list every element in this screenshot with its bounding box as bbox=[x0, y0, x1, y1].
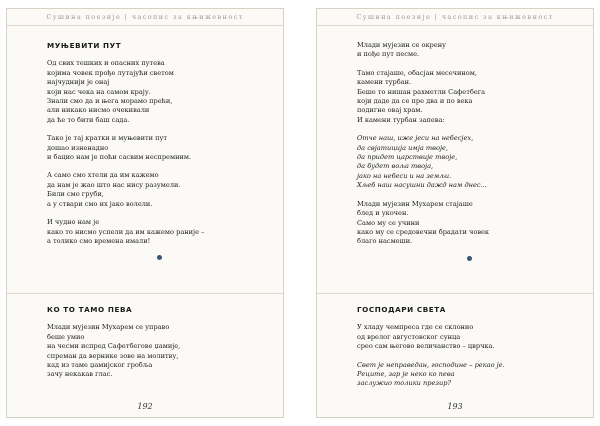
verse-line: спреман да вернике зове на молитву, bbox=[47, 351, 179, 360]
verse-line: Знали смо да и њега морамо прећи, bbox=[47, 97, 173, 106]
verse-line: Били смо груби, bbox=[47, 190, 104, 199]
poem-stanzas bbox=[47, 59, 271, 246]
section-ornament-dot bbox=[467, 256, 472, 261]
poem-muњевити-put bbox=[47, 41, 271, 260]
page-number: 192 bbox=[137, 402, 153, 411]
verse-line: и бацио нам је поћи сасвим неспремним. bbox=[47, 153, 192, 162]
verse-line: подигне овај храм. bbox=[357, 106, 423, 115]
verse-line: заслужио толики презир? bbox=[357, 379, 451, 388]
poem-stanzas bbox=[357, 323, 581, 351]
verse-line: а толико смо времена имали! bbox=[47, 236, 151, 245]
verse-line: Беше то нишан рахметли Сафетбега bbox=[357, 87, 486, 96]
section-divider bbox=[7, 293, 283, 294]
section-divider bbox=[317, 293, 593, 294]
section-ornament-dot bbox=[157, 255, 162, 260]
italic-stanza bbox=[357, 361, 581, 389]
verse-line: најчуднији је онај bbox=[47, 78, 110, 87]
stanza bbox=[47, 59, 271, 125]
verse-line: како то нисмо успели да им кажемо раније – bbox=[47, 227, 205, 236]
verse-line: јако на небеси и на земљи. bbox=[357, 171, 452, 180]
poem-gospodari-sveta bbox=[357, 305, 581, 398]
stanza bbox=[357, 69, 581, 125]
verse-line: Млади мујезин Мухарем стајаше bbox=[357, 199, 473, 208]
verse-line: И камени турбан запева: bbox=[357, 115, 445, 124]
stanza bbox=[47, 171, 271, 209]
verse-line: Отче наш, иже јеси на небесјех, bbox=[357, 134, 474, 143]
verse-line: да свјатиција имја твоје, bbox=[357, 143, 449, 152]
verse-line: да нам је жао што нас нису разумели. bbox=[47, 180, 181, 189]
verse-line: беше умио bbox=[47, 332, 85, 341]
stanza bbox=[357, 41, 581, 60]
verse-line: али никако нисмо очекивали bbox=[47, 106, 150, 115]
poem-stanzas-after bbox=[357, 200, 581, 247]
poem-title: КО ТО ТАМО ПЕВА bbox=[47, 305, 133, 314]
verse-line: Од свих тешких и опасних путева bbox=[47, 59, 165, 68]
verse-line: кад из таме џамијског гробља bbox=[47, 361, 153, 370]
verse-line: блед и укочен. bbox=[357, 209, 409, 218]
header-rule bbox=[317, 25, 593, 26]
verse-line: Свет је неправедан, господине – рекао је. bbox=[357, 360, 505, 369]
poem-stanzas bbox=[357, 41, 581, 125]
verse-line: Млади мујезин се окрену bbox=[357, 41, 447, 49]
running-head: Сушина поезије | часопис за књижевност bbox=[46, 13, 244, 21]
verse-line: који нас чека на самом крају. bbox=[47, 87, 151, 96]
running-head: Сушина поезије | часопис за књижевност bbox=[356, 13, 554, 21]
left-page bbox=[6, 8, 284, 418]
verse-line: који даде да се пре два и по века bbox=[357, 97, 473, 106]
verse-line: дошао изненадно bbox=[47, 143, 109, 152]
verse-line: да будет воља твоја, bbox=[357, 162, 434, 171]
verse-line: како му се средовечни брадати човек bbox=[357, 227, 490, 236]
verse-line: Само му се учини bbox=[357, 218, 420, 227]
stanza bbox=[47, 134, 271, 162]
right-page bbox=[316, 8, 594, 418]
verse-line: И чудно нам је bbox=[47, 218, 100, 227]
verse-line: на чесми испред Сафетбегове џамије, bbox=[47, 342, 181, 351]
verse-line: којима човек прође лутајући светом bbox=[47, 68, 174, 77]
verse-line: од врелог августовског сунца bbox=[357, 332, 461, 341]
verse-line: Млади мујезин Мухарем се управо bbox=[47, 323, 170, 332]
verse-line: Реците, зар је неко ко пева bbox=[357, 370, 455, 379]
poem-stanzas bbox=[47, 323, 271, 379]
verse-line: камени турбан. bbox=[357, 78, 412, 87]
header-rule bbox=[7, 25, 283, 26]
poem-title: ГОСПОДАРИ СВЕТА bbox=[357, 305, 446, 314]
verse-line: зачу некакав глас. bbox=[47, 370, 113, 379]
italic-stanza bbox=[357, 361, 581, 389]
verse-line: Тамо стајаше, обасјан месечином, bbox=[357, 68, 477, 77]
stanza bbox=[357, 200, 581, 247]
stanza bbox=[357, 323, 581, 351]
verse-line: благо насмеши. bbox=[357, 237, 413, 246]
verse-line: и пође пут песме. bbox=[357, 50, 420, 59]
verse-line: Тако је тај кратки и муњевити пут bbox=[47, 134, 168, 143]
poem-ko-to-tamo-peva bbox=[47, 305, 271, 389]
verse-line: да ће то бити баш сада. bbox=[47, 115, 130, 124]
stanza bbox=[47, 218, 271, 246]
page-number: 193 bbox=[447, 402, 463, 411]
italic-stanza bbox=[357, 134, 581, 190]
verse-line: а у ствари смо их јако волели. bbox=[47, 199, 153, 208]
verse-line: срео сам његово величанство – цврчка. bbox=[357, 342, 495, 351]
poem-title: МУЊЕВИТИ ПУТ bbox=[47, 41, 122, 50]
poem-continuation bbox=[357, 41, 581, 261]
verse-line: Хљеб наш насушни дажд нам днес... bbox=[357, 181, 487, 190]
stanza bbox=[47, 323, 271, 379]
prayer-italic-stanza bbox=[357, 134, 581, 190]
verse-line: да придет царствије твоје, bbox=[357, 153, 458, 162]
verse-line: У хладу чемпреса где се склонио bbox=[357, 323, 474, 332]
verse-line: А само смо хтели да им кажемо bbox=[47, 171, 159, 180]
